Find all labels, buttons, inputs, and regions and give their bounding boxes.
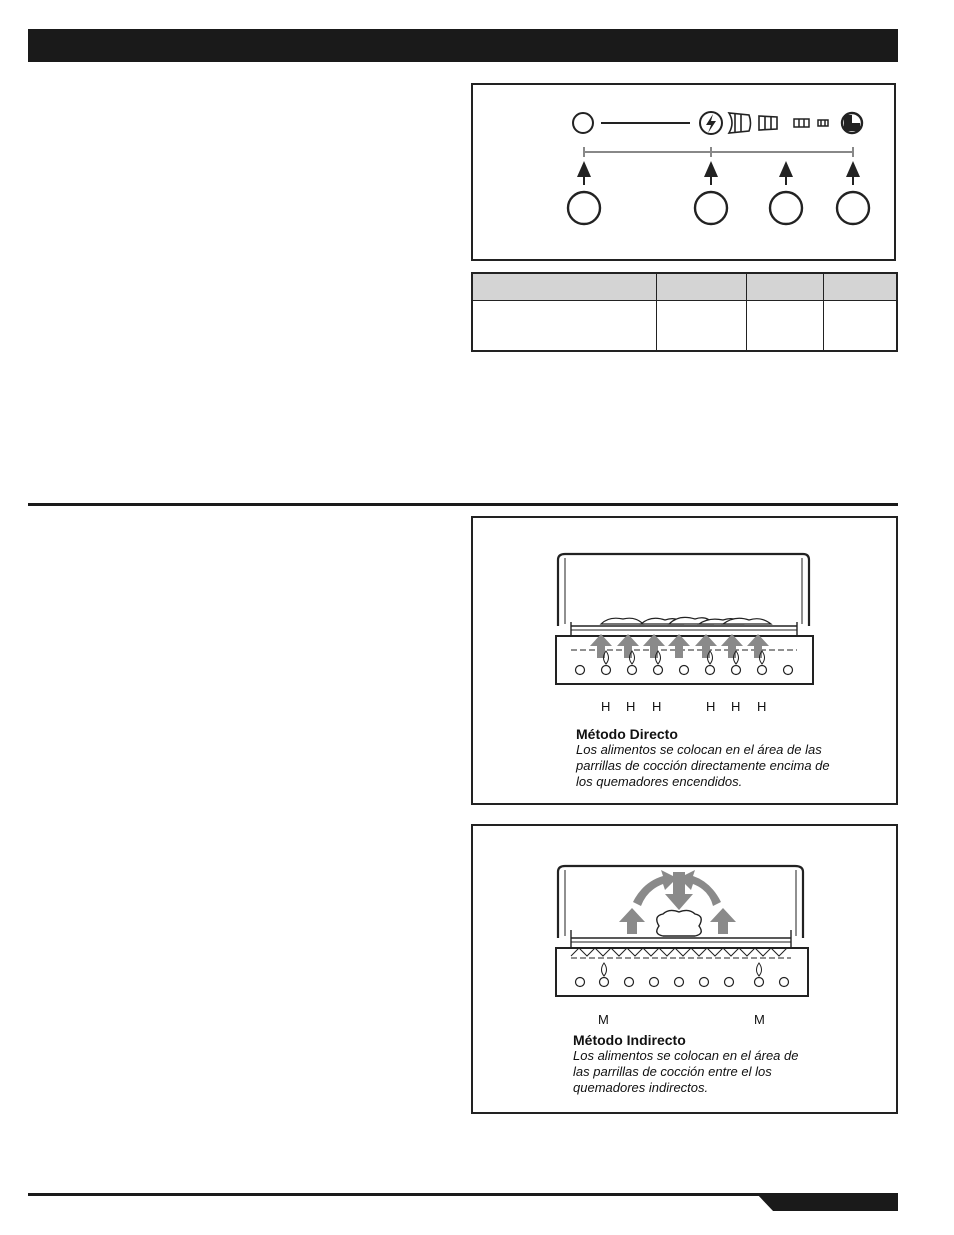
roast-food — [657, 910, 702, 936]
callout-circle — [695, 192, 727, 224]
burner-letter: H — [706, 699, 716, 714]
food-items — [601, 617, 771, 624]
indirect-method-title: Método Indirecto — [573, 1032, 686, 1048]
low-flame-icon — [794, 119, 828, 127]
high-flame-icon — [729, 113, 751, 133]
section-divider — [28, 503, 898, 506]
range-bracket — [584, 147, 853, 157]
table-row — [472, 301, 897, 352]
burner-knobs — [576, 666, 793, 675]
ignite-icon — [700, 112, 722, 134]
callout-circle — [568, 192, 600, 224]
callout-circle — [837, 192, 869, 224]
off-indicator-icon — [842, 113, 862, 133]
table-cell — [824, 301, 897, 352]
burner-letter: H — [652, 699, 662, 714]
indirect-method-description: Los alimentos se colocan en el área de las parrillas de cocción entre el los quemadores indirectos. — [573, 1048, 799, 1095]
direct-method-description: Los alimentos se colocan en el área de las parrillas de cocción directamente encima de los quemadores encendidos. — [576, 742, 830, 789]
table-cell — [656, 301, 747, 352]
burner-letter: M — [754, 1012, 765, 1027]
knob-settings-diagram — [471, 83, 896, 261]
burner-knobs — [576, 978, 789, 987]
table-header-cell — [472, 273, 656, 301]
footer-rule — [28, 1193, 768, 1196]
burner-letter: H — [731, 699, 741, 714]
table-header-cell — [747, 273, 824, 301]
table-header-cell — [824, 273, 897, 301]
settings-table — [471, 272, 898, 352]
direct-method-figure — [471, 516, 898, 805]
callout-circle — [770, 192, 802, 224]
burner-letter: M — [598, 1012, 609, 1027]
table-cell — [747, 301, 824, 352]
table-header-row — [472, 273, 897, 301]
off-icon — [573, 113, 593, 133]
burner-letter: H — [626, 699, 636, 714]
page-number-tab — [756, 1193, 898, 1211]
burner-letter: H — [601, 699, 611, 714]
indirect-method-figure — [471, 824, 898, 1114]
direct-method-title: Método Directo — [576, 726, 678, 742]
medium-flame-icon — [759, 116, 777, 130]
burner-letter: H — [757, 699, 767, 714]
header-bar — [28, 29, 898, 62]
table-cell — [472, 301, 656, 352]
knob-diagram-svg — [473, 85, 894, 259]
table-header-cell — [656, 273, 747, 301]
